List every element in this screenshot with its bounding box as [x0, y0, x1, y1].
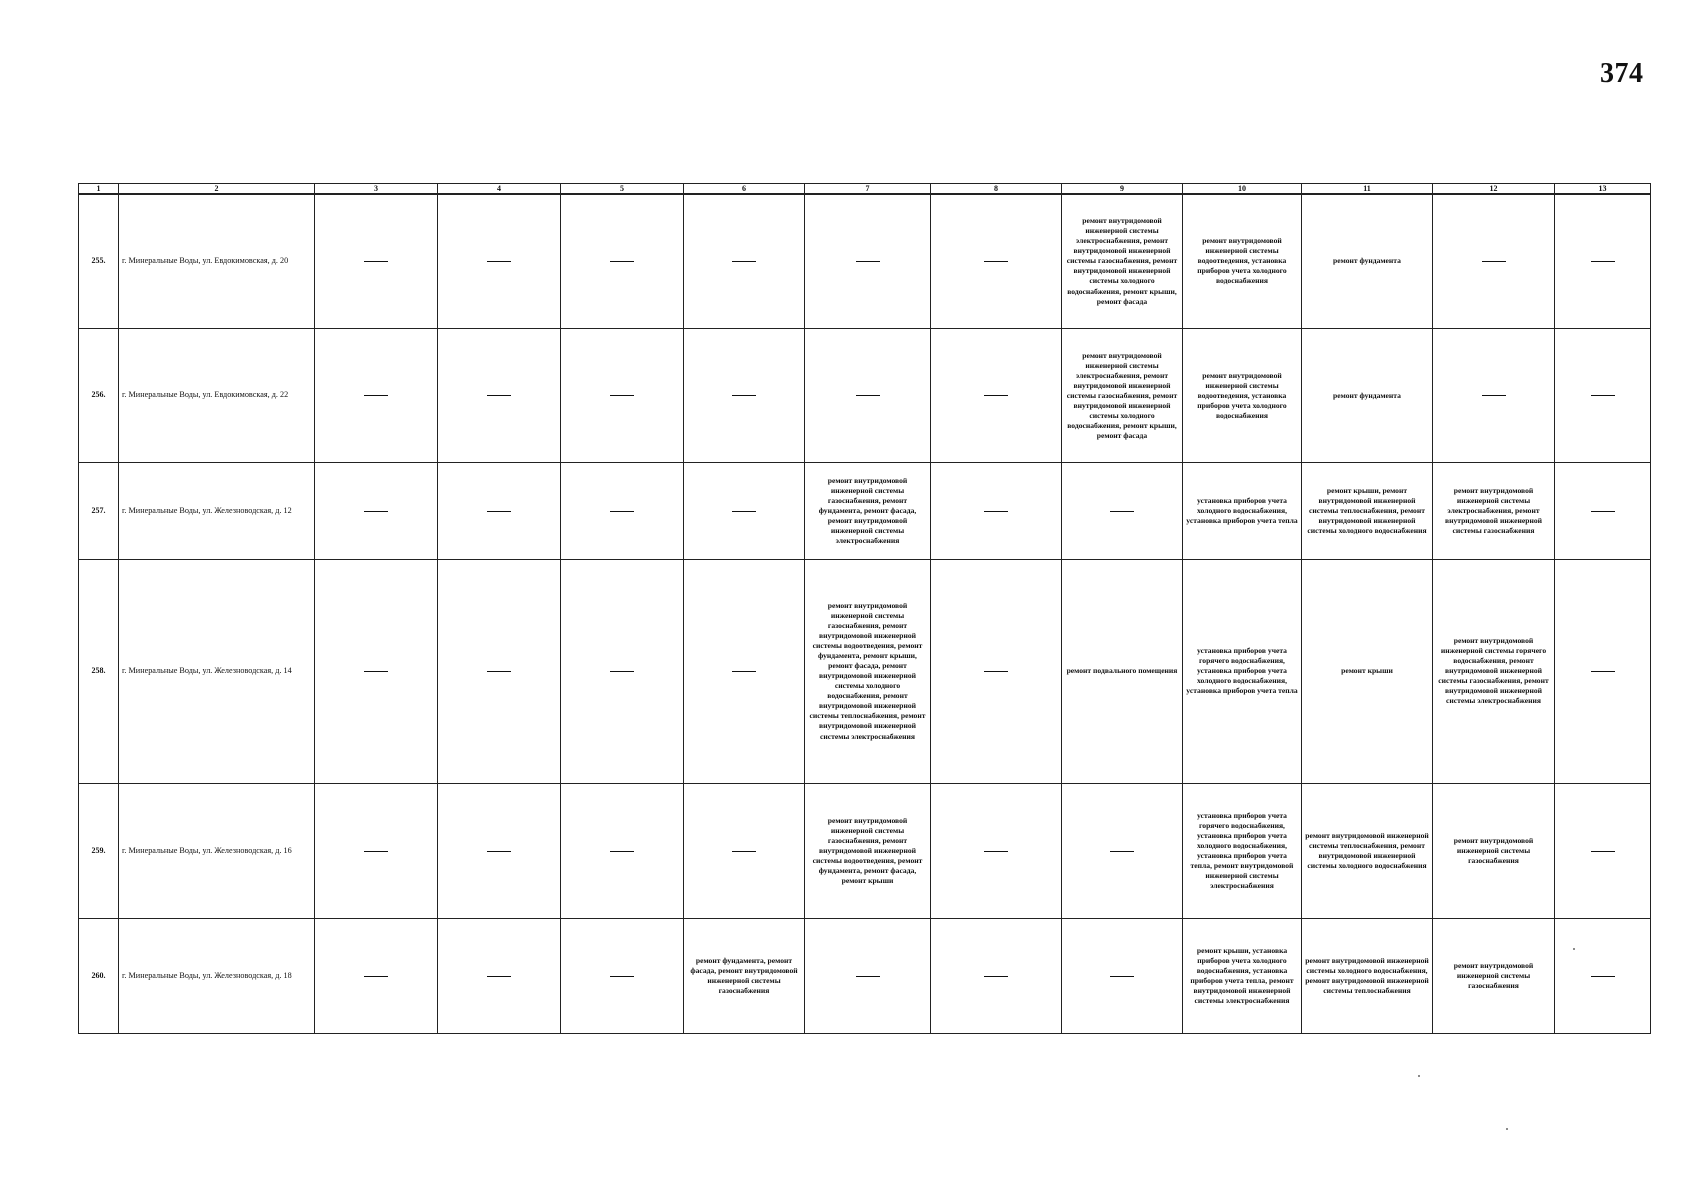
empty-dash	[1110, 511, 1134, 512]
row-number-cell	[79, 328, 119, 462]
column-number: 8	[931, 184, 1062, 195]
col-13-cell	[1555, 559, 1651, 784]
cell-text: г. Минеральные Воды, ул. Железноводская, д. 18	[122, 970, 292, 980]
col-8-cell	[931, 784, 1062, 918]
empty-dash	[1482, 395, 1506, 396]
col-11-cell	[1302, 463, 1433, 559]
col-9-cell	[1062, 194, 1183, 328]
col-7-cell	[805, 328, 931, 462]
cell-text: 257.	[91, 505, 106, 515]
cell-text: г. Минеральные Воды, ул. Евдокимовская, д. 20	[122, 256, 289, 266]
col-8-cell	[931, 328, 1062, 462]
scan-speck	[1506, 1128, 1508, 1130]
empty-dash	[610, 395, 634, 396]
empty-dash	[610, 511, 634, 512]
col-12-cell	[1433, 784, 1555, 918]
col-3-cell	[315, 784, 438, 918]
empty-dash	[487, 395, 511, 396]
empty-dash	[1110, 976, 1134, 977]
empty-dash	[1591, 851, 1615, 852]
cell-text: ремонт внутридомовой инженерной системы газоснабжения	[1453, 960, 1534, 990]
col-7-cell	[805, 463, 931, 559]
col-9-cell	[1062, 784, 1183, 918]
empty-dash	[1591, 511, 1615, 512]
page-number: 374	[1600, 58, 1644, 89]
col-5-cell	[561, 328, 684, 462]
row-number-cell	[79, 559, 119, 784]
empty-dash	[487, 976, 511, 977]
cell-text: ремонт внутридомовой инженерной системы водоотведения, установка приборов учета холодного водоснабжения	[1197, 236, 1287, 286]
column-number: 13	[1555, 184, 1651, 195]
col-3-cell	[315, 194, 438, 328]
cell-text: ремонт фундамента, ремонт фасада, ремонт внутридомовой инженерной системы газоснабжения	[690, 955, 798, 995]
empty-dash	[732, 395, 756, 396]
empty-dash	[364, 671, 388, 672]
empty-dash	[984, 261, 1008, 262]
col-3-cell	[315, 463, 438, 559]
col-10-cell	[1183, 328, 1302, 462]
col-4-cell	[438, 559, 561, 784]
cell-text: ремонт фундамента	[1333, 256, 1401, 266]
col-6-cell	[684, 559, 805, 784]
col-7-cell	[805, 918, 931, 1033]
cell-text: установка приборов учета горячего водоснабжения, установка приборов учета холодного водоснабжения, установка приборов учета тепла	[1186, 646, 1298, 696]
cell-text: ремонт внутридомовой инженерной системы теплоснабжения, ремонт внутридомовой инженерной системы холодного водоснабжения	[1305, 830, 1429, 870]
col-4-cell	[438, 328, 561, 462]
empty-dash	[984, 395, 1008, 396]
col-8-cell	[931, 194, 1062, 328]
col-13-cell	[1555, 784, 1651, 918]
empty-dash	[732, 671, 756, 672]
empty-dash	[1482, 261, 1506, 262]
empty-dash	[487, 851, 511, 852]
empty-dash	[487, 511, 511, 512]
col-9-cell	[1062, 559, 1183, 784]
cell-text: ремонт фундамента	[1333, 390, 1401, 400]
empty-dash	[984, 851, 1008, 852]
table-row	[79, 463, 1651, 559]
row-number-cell	[79, 194, 119, 328]
column-number: 2	[119, 184, 315, 195]
column-number: 6	[684, 184, 805, 195]
col-10-cell	[1183, 918, 1302, 1033]
col-11-cell	[1302, 194, 1433, 328]
col-13-cell	[1555, 328, 1651, 462]
cell-text: ремонт внутридомовой инженерной системы газоснабжения, ремонт фундамента, ремонт фасада, ремонт внутридомовой инженерной системы электроснабжения	[818, 475, 917, 545]
column-number-row	[79, 184, 1651, 195]
cell-text: 260.	[91, 970, 106, 980]
col-12-cell	[1433, 463, 1555, 559]
col-5-cell	[561, 194, 684, 328]
col-12-cell	[1433, 918, 1555, 1033]
column-number: 10	[1183, 184, 1302, 195]
column-number: 12	[1433, 184, 1555, 195]
empty-dash	[856, 976, 880, 977]
col-4-cell	[438, 194, 561, 328]
empty-dash	[610, 851, 634, 852]
address-cell	[119, 463, 315, 559]
cell-text: ремонт внутридомовой инженерной системы электроснабжения, ремонт внутридомовой инженерной системы газоснабжения	[1444, 485, 1543, 535]
col-10-cell	[1183, 194, 1302, 328]
empty-dash	[1110, 851, 1134, 852]
col-5-cell	[561, 784, 684, 918]
empty-dash	[487, 261, 511, 262]
row-number-cell	[79, 918, 119, 1033]
cell-text: 255.	[91, 256, 106, 266]
cell-text: ремонт внутридомовой инженерной системы газоснабжения, ремонт внутридомовой инженерной системы водоотведения, ремонт фундамента, ремонт фасада, ремонт крыши	[812, 815, 923, 885]
empty-dash	[1591, 395, 1615, 396]
column-number: 4	[438, 184, 561, 195]
col-11-cell	[1302, 328, 1433, 462]
col-5-cell	[561, 559, 684, 784]
col-9-cell	[1062, 463, 1183, 559]
cell-text: ремонт крыши, установка приборов учета холодного водоснабжения, установка приборов учета тепла, ремонт внутридомовой инженерной системы электроснабжения	[1190, 945, 1294, 1005]
col-6-cell	[684, 194, 805, 328]
col-6-cell	[684, 463, 805, 559]
address-cell	[119, 784, 315, 918]
cell-text: ремонт внутридомовой инженерной системы холодного водоснабжения, ремонт внутридомовой инженерной системы теплоснабжения	[1305, 955, 1429, 995]
cell-text: ремонт крыши, ремонт внутридомовой инженерной системы теплоснабжения, ремонт внутридомовой инженерной системы холодного водоснабжения	[1307, 485, 1427, 535]
empty-dash	[364, 851, 388, 852]
empty-dash	[610, 261, 634, 262]
scan-speck	[1573, 948, 1575, 950]
empty-dash	[1591, 261, 1615, 262]
cell-text: 258.	[91, 666, 106, 676]
empty-dash	[610, 976, 634, 977]
col-6-cell	[684, 784, 805, 918]
col-12-cell	[1433, 328, 1555, 462]
cell-text: ремонт внутридомовой инженерной системы газоснабжения, ремонт внутридомовой инженерной системы водоотведения, ремонт фундамента, ремонт крыши, ремонт фасада, ремонт внутридомовой инженерной системы холодного водоснабжения, ремонт внутридомовой инженерной системы теплоснабжения, ремонт внутридомовой инженерной системы электроснабжения	[809, 601, 926, 741]
col-7-cell	[805, 559, 931, 784]
row-number-cell	[79, 784, 119, 918]
col-4-cell	[438, 918, 561, 1033]
cell-text: ремонт внутридомовой инженерной системы газоснабжения	[1453, 835, 1534, 865]
col-10-cell	[1183, 784, 1302, 918]
col-9-cell	[1062, 918, 1183, 1033]
col-11-cell	[1302, 918, 1433, 1033]
table-body	[79, 184, 1651, 1034]
cell-text: г. Минеральные Воды, ул. Железноводская, д. 12	[122, 505, 292, 515]
table-row	[79, 328, 1651, 462]
cell-text: г. Минеральные Воды, ул. Железноводская, д. 14	[122, 666, 292, 676]
col-6-cell	[684, 328, 805, 462]
table-row	[79, 784, 1651, 918]
empty-dash	[364, 261, 388, 262]
column-number: 5	[561, 184, 684, 195]
col-3-cell	[315, 559, 438, 784]
address-cell	[119, 918, 315, 1033]
cell-text: г. Минеральные Воды, ул. Железноводская, д. 16	[122, 845, 292, 855]
cell-text: ремонт внутридомовой инженерной системы электроснабжения, ремонт внутридомовой инженерной системы газоснабжения, ремонт внутридомовой инженерной системы холодного водоснабжения, ремонт крыши, ремонт фасада	[1066, 350, 1178, 440]
col-13-cell	[1555, 194, 1651, 328]
empty-dash	[1591, 976, 1615, 977]
cell-text: ремонт внутридомовой инженерной системы горячего водоснабжения, ремонт внутридомовой инженерной системы газоснабжения, ремонт внутридомовой инженерной системы электроснабжения	[1438, 636, 1549, 706]
col-13-cell	[1555, 918, 1651, 1033]
empty-dash	[984, 976, 1008, 977]
column-number: 9	[1062, 184, 1183, 195]
empty-dash	[984, 511, 1008, 512]
cell-text: 259.	[91, 845, 106, 855]
cell-text: г. Минеральные Воды, ул. Евдокимовская, д. 22	[122, 390, 289, 400]
address-cell	[119, 559, 315, 784]
empty-dash	[984, 671, 1008, 672]
column-number: 11	[1302, 184, 1433, 195]
col-5-cell	[561, 463, 684, 559]
col-7-cell	[805, 194, 931, 328]
work-schedule-table	[78, 183, 1651, 1034]
column-number: 1	[79, 184, 119, 195]
col-13-cell	[1555, 463, 1651, 559]
col-3-cell	[315, 918, 438, 1033]
empty-dash	[610, 671, 634, 672]
table-row	[79, 918, 1651, 1033]
col-6-cell	[684, 918, 805, 1033]
col-11-cell	[1302, 559, 1433, 784]
empty-dash	[1591, 671, 1615, 672]
cell-text: ремонт внутридомовой инженерной системы водоотведения, установка приборов учета холодного водоснабжения	[1197, 370, 1287, 420]
col-9-cell	[1062, 328, 1183, 462]
col-7-cell	[805, 784, 931, 918]
col-8-cell	[931, 559, 1062, 784]
scan-speck	[1418, 1075, 1420, 1077]
cell-text: 256.	[91, 390, 106, 400]
col-12-cell	[1433, 194, 1555, 328]
table-row	[79, 194, 1651, 328]
col-10-cell	[1183, 559, 1302, 784]
col-5-cell	[561, 918, 684, 1033]
col-11-cell	[1302, 784, 1433, 918]
col-4-cell	[438, 784, 561, 918]
empty-dash	[732, 261, 756, 262]
empty-dash	[732, 851, 756, 852]
cell-text: ремонт внутридомовой инженерной системы электроснабжения, ремонт внутридомовой инженерной системы газоснабжения, ремонт внутридомовой инженерной системы холодного водоснабжения, ремонт крыши, ремонт фасада	[1066, 216, 1178, 306]
col-8-cell	[931, 463, 1062, 559]
empty-dash	[487, 671, 511, 672]
address-cell	[119, 328, 315, 462]
column-number: 7	[805, 184, 931, 195]
table-row	[79, 559, 1651, 784]
empty-dash	[856, 395, 880, 396]
cell-text: установка приборов учета горячего водоснабжения, установка приборов учета холодного водоснабжения, установка приборов учета тепла, ремонт внутридомовой инженерной системы электроснабжения	[1190, 810, 1294, 890]
empty-dash	[364, 511, 388, 512]
empty-dash	[732, 511, 756, 512]
empty-dash	[856, 261, 880, 262]
empty-dash	[364, 395, 388, 396]
cell-text: установка приборов учета холодного водоснабжения, установка приборов учета тепла	[1186, 495, 1298, 525]
col-12-cell	[1433, 559, 1555, 784]
address-cell	[119, 194, 315, 328]
empty-dash	[364, 976, 388, 977]
cell-text: ремонт подвального помещения	[1066, 666, 1178, 676]
col-10-cell	[1183, 463, 1302, 559]
column-number: 3	[315, 184, 438, 195]
cell-text: ремонт крыши	[1341, 666, 1393, 676]
col-3-cell	[315, 328, 438, 462]
row-number-cell	[79, 463, 119, 559]
col-8-cell	[931, 918, 1062, 1033]
col-4-cell	[438, 463, 561, 559]
